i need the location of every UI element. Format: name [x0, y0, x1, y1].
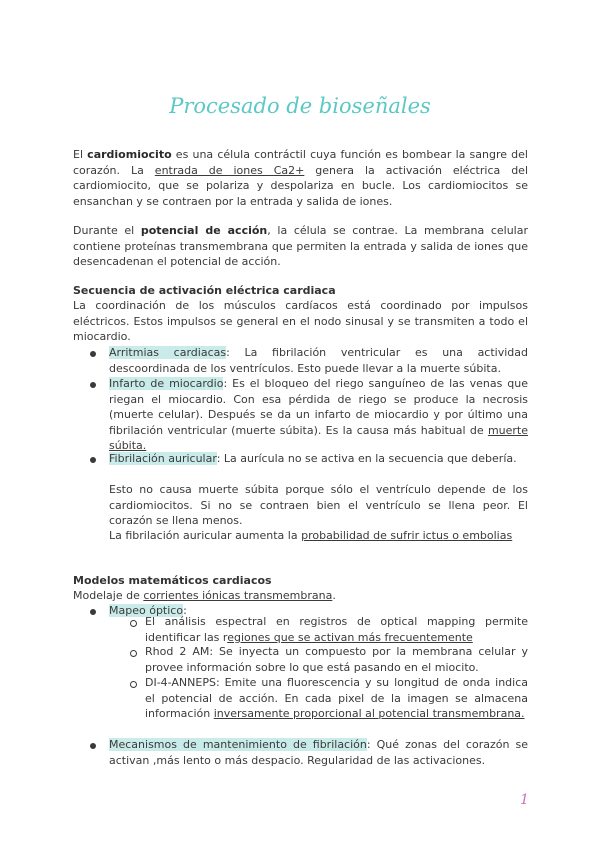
- bullet-icon: [90, 351, 96, 357]
- sub-bullet-icon: [130, 620, 137, 627]
- potential-paragraph: Durante el potencial de acción, la célula se contrae. La membrana celular contiene proteínas transmembrana que permiten la entrada y salida de iones que desencadenan el potencial de acción.: [73, 224, 528, 268]
- sequence-heading: Secuencia de activación eléctrica cardiaca: [73, 284, 336, 297]
- models-paragraph: Modelaje de corrientes iónicas transmembrana.: [73, 589, 336, 602]
- fibrilacion-detail: Esto no causa muerte súbita porque sólo el ventrículo depende de los cardiomiocitos. Si no se contraen bien el ventrículo se llena peor. El corazón se llena menos.: [109, 483, 528, 527]
- sub-item-rhod: Rhod 2 AM: Se inyecta un compuesto por la membrana celular y provee información sobre lo que está pasando en el miocito.: [145, 645, 528, 674]
- page-title: Procesado de bioseñales: [169, 94, 431, 118]
- sub-bullet-icon: [130, 681, 137, 688]
- list-item-arritmias: Arritmias cardiacas: La fibrilación ventricular es una actividad descoordinada de los ventrículos. Esto puede llevar a la muerte súbita.: [109, 346, 528, 375]
- intro-paragraph: El cardiomiocito es una célula contráctil cuya función es bombear la sangre del corazón. La entrada de iones Ca2+ genera la activación eléctrica del cardiomiocito, que se polariza y despolariza en bucle. Los cardiomiocitos se ensanchan y se contraen por la entrada y salida de iones.: [73, 148, 528, 208]
- bullet-icon: [90, 609, 96, 615]
- sub-bullet-icon: [130, 650, 137, 657]
- list-item-mecanismos: Mecanismos de mantenimiento de fibrilación: Qué zonas del corazón se activan ,más lento o más despacio. Regularidad de las activaciones.: [109, 738, 528, 767]
- bullet-icon: [90, 743, 96, 749]
- fibrilacion-risk: La fibrilación auricular aumenta la probabilidad de sufrir ictus o embolias: [109, 529, 513, 542]
- sequence-paragraph: La coordinación de los músculos cardíacos está coordinado por impulsos eléctricos. Estos impulsos se general en el nodo sinusal y se transmiten a todo el miocardio.: [73, 299, 528, 343]
- bullet-icon: [90, 382, 96, 388]
- list-item-fibrilacion: Fibrilación auricular: La aurícula no se activa en la secuencia que debería.: [109, 452, 517, 465]
- list-item-infarto: Infarto de miocardio: Es el bloqueo del riego sanguíneo de las venas que riegan el miocardio. Con esa pérdida de riego se produce la necrosis (muerte celular). Después se da un infarto de miocardio y por último una fibrilación ventricular (muerte súbita). Es la causa más habitual de muerte súbita.: [109, 377, 528, 452]
- sub-item-anneps: DI-4-ANNEPS: Emite una fluorescencia y su longitud de onda indica el potencial de acción. En cada pixel de la imagen se almacena información inversamente proporcional al potencial transmembrana.: [145, 676, 528, 720]
- bullet-icon: [90, 457, 96, 463]
- sub-item-analisis: El análisis espectral en registros de optical mapping permite identificar las regiones que se activan más frecuentemente: [145, 615, 528, 644]
- models-heading: Modelos matemáticos cardiacos: [73, 574, 272, 587]
- page-number: 1: [520, 792, 529, 808]
- list-item-mapeo: Mapeo óptico:: [109, 604, 187, 617]
